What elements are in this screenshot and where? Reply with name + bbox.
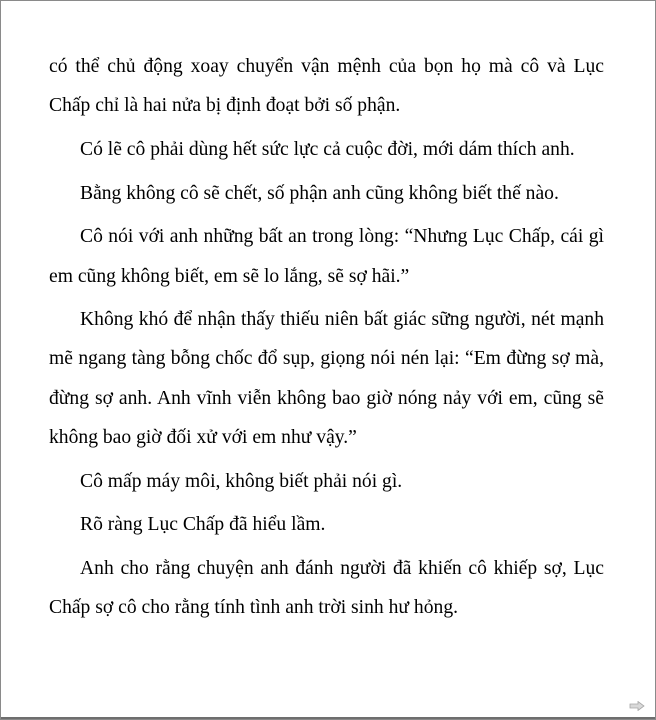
paragraph-6: Cô mấp máy môi, không biết phải nói gì.	[80, 470, 403, 492]
paragraph-5: Không khó để nhận thấy thiếu niên bất giác sững người, nét mạnh mẽ ngang tàng bỗng chốc đổ sụp, giọng nói nén lại: “Em đừng sợ mà, đừng sợ anh. Anh vĩnh viễn không bao giờ nóng nảy với em, cũng sẽ không bao giờ đối xử với em như vậy.”	[49, 309, 604, 448]
paragraph-3: Bằng không cô sẽ chết, số phận anh cũng không biết thế nào.	[80, 182, 559, 204]
paragraph-1: có thể chủ động xoay chuyển vận mệnh của bọn họ mà cô và Lục Chấp chỉ là hai nửa bị định đoạt bởi số phận.	[49, 56, 604, 117]
paragraph-8: Anh cho rằng chuyện anh đánh người đã khiến cô khiếp sợ, Lục Chấp sợ cô cho rằng tính tình anh trời sinh hư hỏng.	[49, 557, 604, 619]
paragraph-7: Rõ ràng Lục Chấp đã hiểu lầm.	[80, 514, 326, 536]
paragraph-4: Cô nói với anh những bất an trong lòng: “Nhưng Lục Chấp, cái gì em cũng không biết, em sẽ lo lắng, sẽ sợ hãi.”	[49, 226, 604, 287]
page-corner-arrow-icon	[629, 701, 645, 711]
paragraph-2: Có lẽ cô phải dùng hết sức lực cả cuộc đời, mới dám thích anh.	[80, 138, 575, 160]
document-body	[49, 47, 604, 632]
